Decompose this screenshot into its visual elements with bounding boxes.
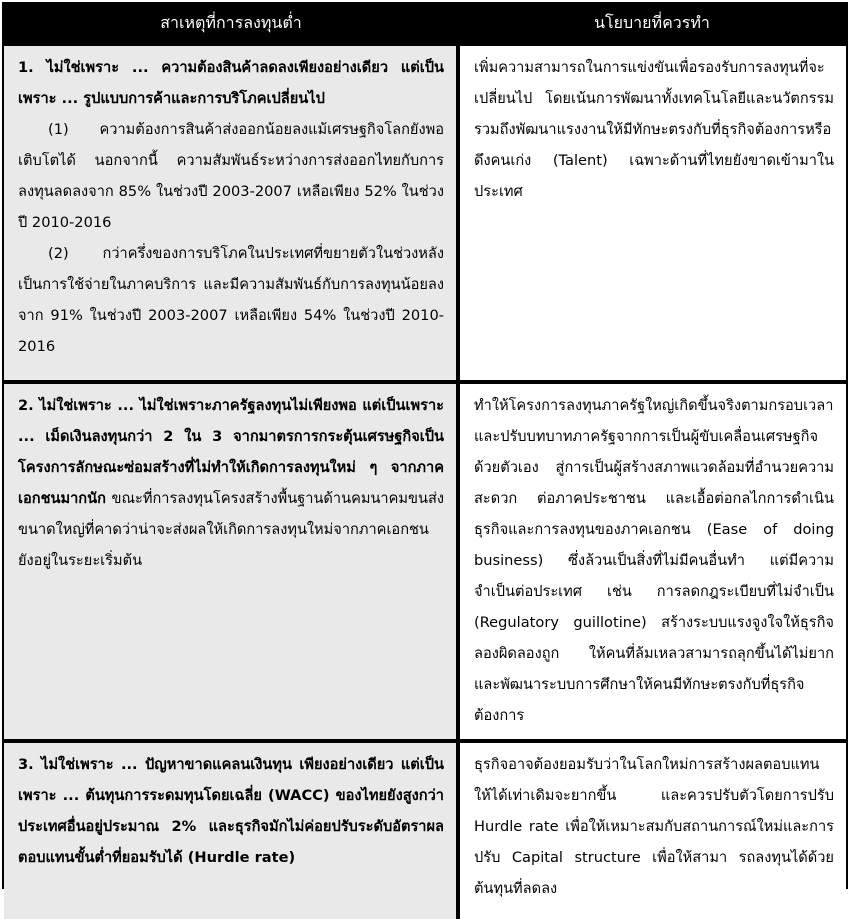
cause-point: (1) ความต้องการสินค้าส่งออกน้อยลงแม้เศรษฐกิจโลกยังพอเติบโตได้ นอกจากนี้ ความสัมพันธ์ระหว่างการส่งออกไทยกับการลงทุนลดลงจาก 85% ในช่วงปี 2003-2007 เหลือเพียง 52% ในช่วงปี 2010-2016 xyxy=(18,121,444,231)
header-policy: นโยบายที่ควรทำ xyxy=(458,4,846,44)
policy-cell: ธุรกิจอาจต้องยอมรับว่าในโลกใหม่การสร้างผลตอบแทนให้ได้เท่าเดิมจะยากขึ้น และควรปรับตัวโดยการปรับ Hurdle rate เพื่อให้เหมาะสมกับสถานการณ์ใหม่และการปรับ Capital structure เพื่อให้สามา รถลงทุนได้ด้วยต้นทุนที่ลดลง xyxy=(458,741,846,919)
table-row xyxy=(4,382,846,741)
investment-policy-table xyxy=(4,4,846,919)
cause-point: (2) กว่าครึ่งของการบริโภคในประเทศที่ขยายตัวในช่วงหลังเป็นการใช้จ่ายในภาคบริการ และมีความสัมพันธ์กับการลงทุนน้อยลงจาก 91% ในช่วงปี 2003-2007 เหลือเพียง 54% ในช่วงปี 2010-2016 xyxy=(18,245,444,355)
cause-heading: 3. ไม่ใช่เพราะ ... ปัญหาขาดแคลนเงินทุน เพียงอย่างเดียว แต่เป็นเพราะ ... ต้นทุนการระดมทุนโดยเฉลี่ย (WACC) ของไทยยังสูงกว่าประเทศอื่นอยู่ประมาณ 2% และธุรกิจมักไม่ค่อยปรับระดับอัตราผลตอบแทนขั้นต่ำที่ยอมรับได้ (Hurdle rate) xyxy=(18,756,444,866)
cause-cell xyxy=(4,44,458,382)
cause-heading: 2. ไม่ใช่เพราะ ... ไม่ใช่เพราะภาครัฐลงทุนไม่เพียงพอ แต่เป็นเพราะ ... เม็ดเงินลงทุนกว่า 2 ใน 3 จากมาตรการกระตุ้นเศรษฐกิจเป็นโครงการลักษณะซ่อมสร้างที่ไม่ทำให้เกิดการลงทุนใหม่ ๆ จากภาคเอกชนมากนัก xyxy=(18,397,444,507)
cause-cell xyxy=(4,382,458,741)
table-header-row xyxy=(4,4,846,44)
cause-heading: 1. ไม่ใช่เพราะ ... ความต้องสินค้าลดลงเพียงอย่างเดียว แต่เป็นเพราะ ... รูปแบบการค้าและการบริโภคเปลี่ยนไป xyxy=(18,59,444,107)
header-cause: สาเหตุที่การลงทุนต่ำ xyxy=(4,4,458,44)
table-row xyxy=(4,44,846,382)
policy-cell: เพิ่มความสามารถในการแข่งขันเพื่อรองรับการลงทุนที่จะเปลี่ยนไป โดยเน้นการพัฒนาทั้งเทคโนโลยีและนวัตกรรม รวมถึงพัฒนาแรงงานให้มีทักษะตรงกับที่ธุรกิจต้องการหรือดึงคนเก่ง (Talent) เฉพาะด้านที่ไทยยังขาดเข้ามาในประเทศ xyxy=(458,44,846,382)
cause-detail: ขณะที่การลงทุนโครงสร้างพื้นฐานด้านคมนาคมขนส่งขนาดใหญ่ที่คาดว่าน่าจะส่งผลให้เกิดการลงทุนใหม่จากภาคเอกชนยังอยู่ในระยะเริ่มต้น xyxy=(18,490,444,569)
cause-cell xyxy=(4,741,458,919)
table-row xyxy=(4,741,846,919)
policy-cell: ทำให้โครงการลงทุนภาครัฐใหญ่เกิดขึ้นจริงตามกรอบเวลา และปรับบทบาทภาครัฐจากการเป็นผู้ขับเคลื่อนเศรษฐกิจด้วยตัวเอง สู่การเป็นผู้สร้างสภาพแวดล้อมที่อำนวยความสะดวก ต่อภาคประชาชน และเอื้อต่อกลไกการดำเนินธุรกิจและการลงทุนของภาคเอกชน (Ease of doing business) ซึ่งล้วนเป็นสิ่งที่ไม่มีคนอื่นทำ แต่มีความจำเป็นต่อประเทศ เช่น การลดกฎระเบียบที่ไม่จำเป็น (Regulatory guillotine) สร้างระบบแรงจูงใจให้ธุรกิจลองผิดลองถูก ให้คนที่ล้มเหลวสามารถลุกขึ้นได้ไม่ยาก และพัฒนาระบบการศึกษาให้คนมีทักษะตรงกับที่ธุรกิจต้องการ xyxy=(458,382,846,741)
